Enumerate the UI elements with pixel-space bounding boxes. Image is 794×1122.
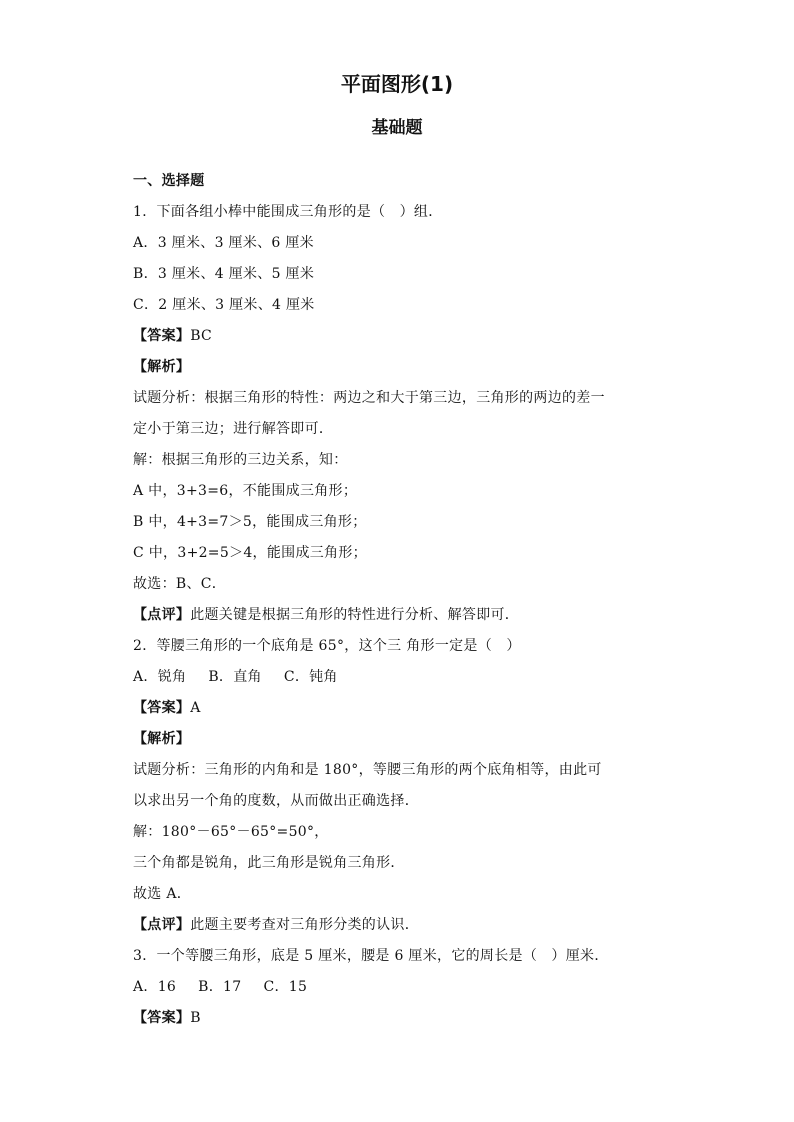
comment-text: 此题关键是根据三角形的特性进行分析、解答即可． [190, 607, 520, 623]
q2-analysis-line: 故选 A． [133, 886, 192, 902]
q2-answer [133, 693, 673, 724]
q2-options [133, 662, 673, 693]
q3-option-c: C．15 [263, 979, 308, 995]
q2-analysis-line: 三个角都是锐角，此三角形是锐角三角形． [133, 855, 405, 871]
q2-analysis-tag: 【解析】 [133, 731, 191, 747]
answer-value: BC [190, 328, 213, 344]
page-subtitle: 基础题 [371, 118, 423, 138]
q1-analysis-line: 解：根据三角形的三边关系，知： [133, 452, 348, 468]
answer-tag: 【答案】 [133, 1010, 191, 1026]
page-title: 平面图形(1) [340, 72, 454, 96]
q1-analysis-line: C 中，3+2=5＞4，能围成三角形； [133, 545, 367, 561]
q1-comment [133, 600, 673, 631]
q1-analysis-line: 故选：B、C． [133, 576, 227, 592]
q1-option-a: A．3 厘米、3 厘米、6 厘米 [133, 235, 314, 251]
q2-option-a: A．锐角 [133, 669, 187, 685]
q2-analysis-line: 解：180°－65°－65°=50°， [133, 824, 329, 840]
q3-option-a: A．16 [133, 979, 177, 995]
q3-options [133, 972, 673, 1003]
q1-answer [133, 321, 673, 352]
answer-value: B [190, 1010, 201, 1026]
q2-option-c: C．钝角 [283, 669, 338, 685]
q1-analysis-tag: 【解析】 [133, 359, 191, 375]
comment-text: 此题主要考查对三角形分类的认识． [190, 917, 420, 933]
document-body [133, 166, 673, 1034]
q2-analysis-line: 试题分析：三角形的内角和是 180°，等腰三角形的两个底角相等，由此可 [133, 762, 602, 778]
q1-option-c: C．2 厘米、3 厘米、4 厘米 [133, 297, 315, 313]
q1-analysis-line: B 中，4+3=7＞5，能围成三角形； [133, 514, 367, 530]
q2-stem: 2．等腰三角形的一个底角是 65°，这个三 角形一定是（ ） [133, 638, 521, 654]
q1-stem: 1．下面各组小棒中能围成三角形的是（ ）组． [133, 204, 443, 220]
comment-tag: 【点评】 [133, 607, 191, 623]
q2-analysis-line: 以求出另一个角的度数，从而做出正确选择． [133, 793, 419, 809]
comment-tag: 【点评】 [133, 917, 191, 933]
q3-answer [133, 1003, 673, 1034]
q3-stem: 3．一个等腰三角形，底是 5 厘米，腰是 6 厘米，它的周长是（ ）厘米． [133, 948, 609, 964]
q1-analysis-line: 定小于第三边；进行解答即可． [133, 421, 334, 437]
answer-tag: 【答案】 [133, 700, 191, 716]
q3-option-b: B．17 [198, 979, 242, 995]
answer-value: A [190, 700, 201, 716]
q1-analysis-line: A 中，3+3=6，不能围成三角形； [133, 483, 358, 499]
section-heading: 一、选择题 [133, 173, 205, 189]
q1-analysis-line: 试题分析：根据三角形的特性：两边之和大于第三边，三角形的两边的差一 [133, 390, 605, 406]
q2-option-b: B．直角 [208, 669, 262, 685]
q2-comment [133, 910, 673, 941]
q1-option-b: B．3 厘米、4 厘米、5 厘米 [133, 266, 315, 282]
answer-tag: 【答案】 [133, 328, 191, 344]
